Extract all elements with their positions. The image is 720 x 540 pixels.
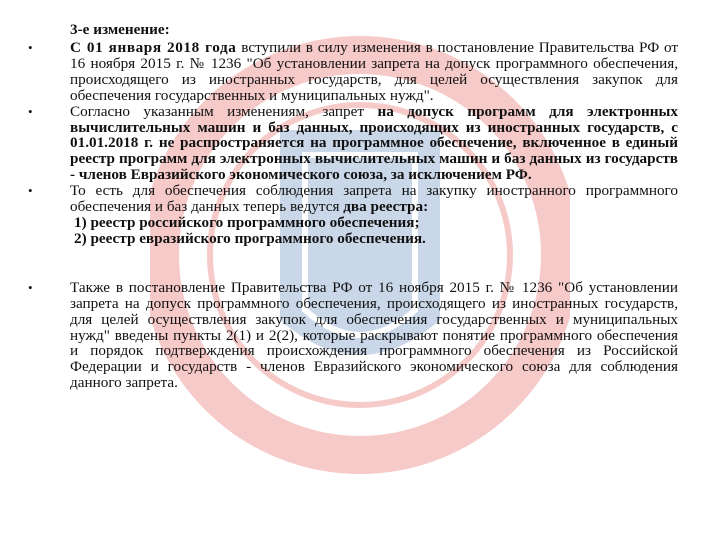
section-heading: 3-е изменение: [70, 21, 170, 38]
bullet-marker: • [28, 40, 33, 55]
item-text: вступили в силу изменения в постановление Правительства РФ от 16 ноября 2015 г. № 1236 "Об установлении запрета на допуск программного обеспечения, происходящего из иностранных государств, для целей осуществления закупок для обеспечения государственных и муниципальных нужд". [70, 39, 678, 104]
bullet-item-3 [28, 183, 678, 247]
bullet-marker: • [28, 183, 33, 199]
bullet-item-2 [28, 104, 678, 184]
item-text: То есть для обеспечения соблюдения запрета на закупку иностранного программного обеспечения и баз данных теперь ведутся [70, 182, 678, 216]
bullet-marker: • [28, 279, 33, 295]
registry-item-1: 1) реестр российского программного обеспечения; [74, 213, 420, 231]
bullet-marker: • [28, 103, 33, 119]
item-bold-text: на допуск программ для электронных вычислительных машин и баз данных, происходящих из иностранных государств, с 01.01.2018 г. не распространяется на программное обеспечение, включенное в единый реестр программ для электронных вычислительных машин и баз данных из государств - членов Евразийского экономического союза, за исключением РФ. [70, 102, 678, 184]
item-text: Также в постановление Правительства РФ от 16 ноября 2015 г. № 1236 "Об установлении запрета на допуск программного обеспечения, происходящего из иностранных государств, для целей осуществления закупок для обеспечения государственных и муниципальных нужд" введены пункты 2(1) и 2(2), которые раскрывают понятие программного обеспечения и порядок подтверждения происхождения программного обеспечения из Российской Федерации и государств - членов Евразийского экономического союза для соблюдения данного запрета. [70, 278, 678, 392]
bullet-item-4 [28, 280, 678, 391]
bullet-item-1 [28, 40, 678, 104]
item-lead: Согласно указанным изменениям, запрет [70, 102, 378, 120]
registry-item-2: 2) реестр евразийского программного обеспечения. [74, 229, 426, 247]
date-lead: С 01 января 2018 года [70, 39, 237, 56]
item-bold-tail: два реестра: [343, 198, 429, 216]
document-body [28, 22, 678, 391]
